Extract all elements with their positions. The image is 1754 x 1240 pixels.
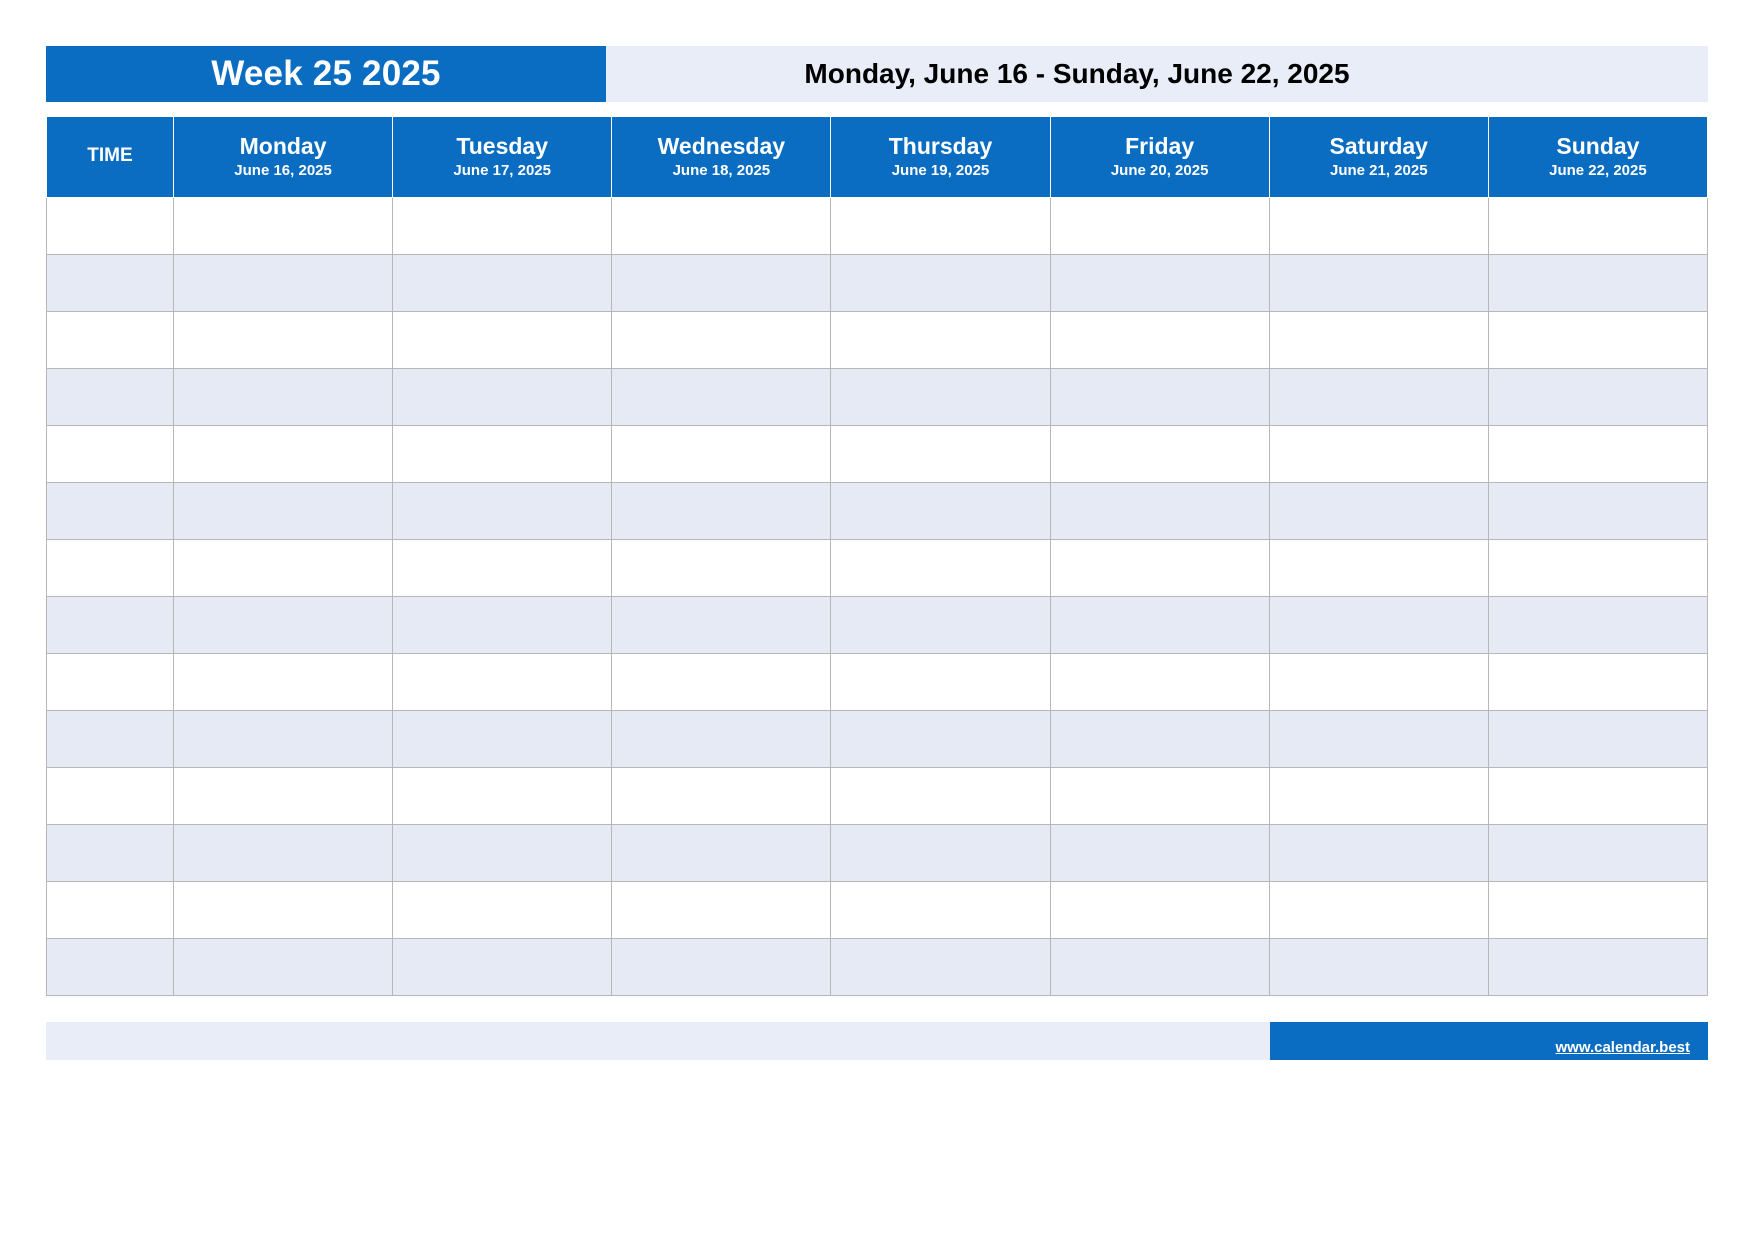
time-header-label: TIME — [87, 145, 133, 166]
table-row — [47, 198, 1708, 255]
schedule-cell[interactable] — [393, 939, 612, 996]
schedule-cell[interactable] — [393, 597, 612, 654]
schedule-cell[interactable] — [393, 369, 612, 426]
time-cell[interactable] — [47, 426, 174, 483]
schedule-cell[interactable] — [831, 426, 1050, 483]
schedule-cell[interactable] — [393, 312, 612, 369]
schedule-cell[interactable] — [831, 369, 1050, 426]
schedule-cell[interactable] — [612, 540, 831, 597]
schedule-cell[interactable] — [612, 882, 831, 939]
table-row — [47, 882, 1708, 939]
table-header — [47, 117, 1708, 198]
schedule-cell[interactable] — [1488, 939, 1707, 996]
schedule-cell[interactable] — [1050, 654, 1269, 711]
column-header-sunday — [1488, 117, 1707, 198]
day-date-monday: June 16, 2025 — [234, 162, 332, 180]
schedule-cell[interactable] — [612, 255, 831, 312]
schedule-cell[interactable] — [174, 654, 393, 711]
table-row — [47, 540, 1708, 597]
schedule-cell[interactable] — [174, 198, 393, 255]
schedule-cell[interactable] — [1488, 882, 1707, 939]
schedule-cell[interactable] — [1488, 540, 1707, 597]
time-cell[interactable] — [47, 312, 174, 369]
schedule-cell[interactable] — [1269, 483, 1488, 540]
column-header-thursday — [831, 117, 1050, 198]
schedule-cell[interactable] — [1050, 825, 1269, 882]
page-header — [46, 46, 1708, 102]
schedule-cell[interactable] — [393, 768, 612, 825]
schedule-cell[interactable] — [612, 312, 831, 369]
day-name-sunday: Sunday — [1556, 132, 1640, 159]
schedule-cell[interactable] — [612, 654, 831, 711]
table-body — [47, 198, 1708, 996]
schedule-cell[interactable] — [174, 711, 393, 768]
schedule-cell[interactable] — [1488, 312, 1707, 369]
column-header-wednesday — [612, 117, 831, 198]
schedule-cell[interactable] — [1269, 825, 1488, 882]
time-cell[interactable] — [47, 768, 174, 825]
schedule-cell[interactable] — [174, 255, 393, 312]
schedule-cell[interactable] — [1488, 768, 1707, 825]
schedule-cell[interactable] — [1269, 426, 1488, 483]
schedule-cell[interactable] — [1050, 540, 1269, 597]
schedule-cell[interactable] — [1488, 369, 1707, 426]
schedule-cell[interactable] — [1488, 198, 1707, 255]
time-cell[interactable] — [47, 255, 174, 312]
schedule-cell[interactable] — [1050, 369, 1269, 426]
schedule-cell[interactable] — [1488, 825, 1707, 882]
schedule-cell[interactable] — [831, 597, 1050, 654]
schedule-cell[interactable] — [1488, 426, 1707, 483]
table-row — [47, 426, 1708, 483]
schedule-cell[interactable] — [1269, 255, 1488, 312]
day-name-wednesday: Wednesday — [657, 132, 786, 159]
table-row — [47, 312, 1708, 369]
schedule-cell[interactable] — [1488, 597, 1707, 654]
day-name-thursday: Thursday — [888, 132, 993, 159]
header-row — [47, 117, 1708, 198]
table-row — [47, 255, 1708, 312]
schedule-cell[interactable] — [1269, 882, 1488, 939]
schedule-cell[interactable] — [612, 825, 831, 882]
page-footer — [46, 1022, 1708, 1060]
time-cell[interactable] — [47, 198, 174, 255]
schedule-cell[interactable] — [1269, 768, 1488, 825]
schedule-cell[interactable] — [831, 198, 1050, 255]
table-row — [47, 654, 1708, 711]
day-date-saturday: June 21, 2025 — [1329, 162, 1428, 180]
table-row — [47, 597, 1708, 654]
schedule-cell[interactable] — [174, 540, 393, 597]
schedule-cell[interactable] — [1269, 711, 1488, 768]
schedule-cell[interactable] — [831, 255, 1050, 312]
schedule-cell[interactable] — [831, 483, 1050, 540]
schedule-cell[interactable] — [1269, 597, 1488, 654]
time-cell[interactable] — [47, 540, 174, 597]
schedule-cell[interactable] — [174, 768, 393, 825]
day-date-tuesday: June 17, 2025 — [453, 162, 551, 180]
day-name-monday: Monday — [239, 132, 327, 159]
schedule-cell[interactable] — [174, 825, 393, 882]
time-cell[interactable] — [47, 711, 174, 768]
schedule-cell[interactable] — [1488, 654, 1707, 711]
schedule-cell[interactable] — [393, 483, 612, 540]
schedule-cell[interactable] — [612, 597, 831, 654]
schedule-cell[interactable] — [393, 711, 612, 768]
schedule-cell[interactable] — [393, 654, 612, 711]
schedule-cell[interactable] — [1050, 255, 1269, 312]
time-cell[interactable] — [47, 939, 174, 996]
schedule-cell[interactable] — [1269, 654, 1488, 711]
schedule-cell[interactable] — [1269, 540, 1488, 597]
schedule-cell[interactable] — [174, 483, 393, 540]
date-range-title: Monday, June 16 - Sunday, June 22, 2025 — [606, 46, 1708, 102]
time-cell[interactable] — [47, 654, 174, 711]
schedule-cell[interactable] — [393, 882, 612, 939]
schedule-cell[interactable] — [1050, 426, 1269, 483]
schedule-cell[interactable] — [1488, 483, 1707, 540]
schedule-cell[interactable] — [1050, 711, 1269, 768]
table-row — [47, 939, 1708, 996]
schedule-cell[interactable] — [831, 540, 1050, 597]
schedule-cell[interactable] — [393, 198, 612, 255]
table-row — [47, 369, 1708, 426]
day-name-tuesday: Tuesday — [456, 132, 549, 159]
schedule-cell[interactable] — [612, 198, 831, 255]
schedule-cell[interactable] — [1050, 597, 1269, 654]
schedule-cell[interactable] — [612, 711, 831, 768]
schedule-cell[interactable] — [831, 711, 1050, 768]
schedule-cell[interactable] — [174, 426, 393, 483]
schedule-cell[interactable] — [612, 483, 831, 540]
table-row — [47, 768, 1708, 825]
day-date-wednesday: June 18, 2025 — [672, 162, 771, 180]
footer-spacer — [46, 1022, 1270, 1060]
schedule-cell[interactable] — [393, 825, 612, 882]
schedule-cell[interactable] — [1269, 369, 1488, 426]
schedule-cell[interactable] — [1488, 255, 1707, 312]
time-cell[interactable] — [47, 825, 174, 882]
schedule-cell[interactable] — [393, 255, 612, 312]
schedule-cell[interactable] — [831, 939, 1050, 996]
week-title: Week 25 2025 — [46, 46, 606, 102]
column-header-time — [47, 117, 174, 198]
schedule-cell[interactable] — [1050, 939, 1269, 996]
column-header-monday — [174, 117, 393, 198]
day-name-friday: Friday — [1125, 132, 1195, 159]
schedule-cell[interactable] — [1269, 198, 1488, 255]
schedule-cell[interactable] — [1050, 483, 1269, 540]
schedule-cell[interactable] — [1269, 312, 1488, 369]
schedule-cell[interactable] — [612, 426, 831, 483]
table-row — [47, 711, 1708, 768]
column-header-friday — [1050, 117, 1269, 198]
schedule-cell[interactable] — [1050, 882, 1269, 939]
table-row — [47, 825, 1708, 882]
time-cell[interactable] — [47, 483, 174, 540]
schedule-cell[interactable] — [393, 426, 612, 483]
schedule-cell[interactable] — [174, 939, 393, 996]
time-cell[interactable] — [47, 597, 174, 654]
day-date-friday: June 20, 2025 — [1110, 162, 1209, 180]
schedule-cell[interactable] — [1050, 198, 1269, 255]
schedule-cell[interactable] — [174, 369, 393, 426]
day-name-saturday: Saturday — [1329, 132, 1428, 159]
schedule-cell[interactable] — [831, 312, 1050, 369]
day-date-thursday: June 19, 2025 — [891, 162, 990, 180]
schedule-cell[interactable] — [831, 825, 1050, 882]
schedule-cell[interactable] — [174, 882, 393, 939]
schedule-cell[interactable] — [1269, 939, 1488, 996]
column-header-saturday — [1269, 117, 1488, 198]
schedule-cell[interactable] — [393, 540, 612, 597]
schedule-cell[interactable] — [174, 597, 393, 654]
schedule-cell[interactable] — [174, 312, 393, 369]
schedule-cell[interactable] — [831, 654, 1050, 711]
schedule-cell[interactable] — [1050, 312, 1269, 369]
weekly-schedule-table — [46, 116, 1708, 996]
schedule-cell[interactable] — [1488, 711, 1707, 768]
schedule-cell[interactable] — [612, 768, 831, 825]
time-cell[interactable] — [47, 882, 174, 939]
table-row — [47, 483, 1708, 540]
column-header-tuesday — [393, 117, 612, 198]
schedule-cell[interactable] — [831, 882, 1050, 939]
schedule-cell[interactable] — [1050, 768, 1269, 825]
schedule-cell[interactable] — [612, 939, 831, 996]
website-link[interactable]: www.calendar.best — [1555, 1039, 1690, 1056]
schedule-cell[interactable] — [831, 768, 1050, 825]
footer-brand — [1270, 1022, 1708, 1060]
time-cell[interactable] — [47, 369, 174, 426]
day-date-sunday: June 22, 2025 — [1549, 162, 1647, 180]
schedule-cell[interactable] — [612, 369, 831, 426]
